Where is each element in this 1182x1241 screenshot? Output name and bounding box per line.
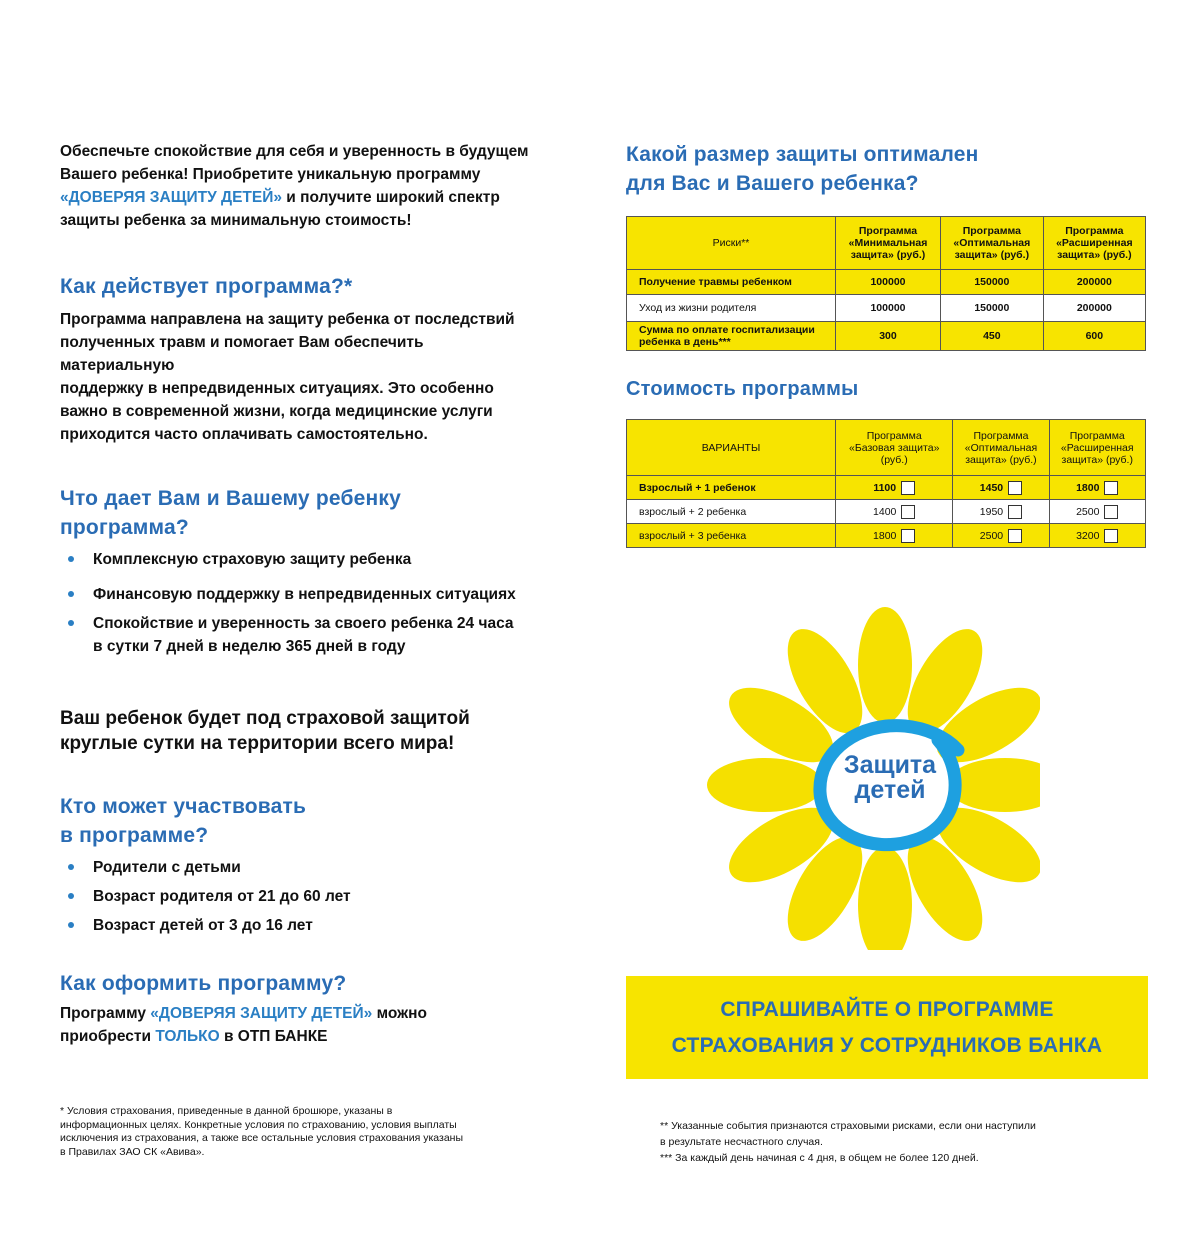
table-row: Получение травмы ребенком 100000 150000 200000 — [627, 270, 1146, 295]
footnote-left: * Условия страхования, приведенные в данной брошюре, указаны в информационных целях. Конкретные условия по страхованию, условия выплаты исключения из страхования, а также все остальные условия страхования указаны в Правилах ЗАО СК «Авива». — [60, 1105, 463, 1158]
petal — [707, 758, 823, 812]
checkbox[interactable] — [901, 505, 915, 519]
footnote-right: ** Указанные события признаются страховыми рисками, если они наступили в результате несчастного случая. *** За каждый день начиная с 4 дня, в общем не более 120 дней. — [660, 1120, 1036, 1164]
cost-heading: Стоимость программы — [626, 378, 859, 400]
list-item: Возраст детей от 3 до 16 лет — [60, 914, 540, 937]
coverage-heading: Какой размер защиты оптимален для Вас и Вашего ребенка? — [626, 143, 979, 195]
table-header-row: Риски** Программа «Минимальная защита» (руб.) Программа «Оптимальная защита» (руб.) Программа «Расширенная защита» (руб.) — [627, 217, 1146, 270]
how-to-text: Программу «ДОВЕРЯЯ ЗАЩИТУ ДЕТЕЙ» можно приобрести ТОЛЬКО в ОТП БАНКЕ — [60, 1005, 427, 1045]
checkbox[interactable] — [1008, 505, 1022, 519]
program-name: «ДОВЕРЯЯ ЗАЩИТУ ДЕТЕЙ» — [60, 189, 282, 206]
call-to-action-banner: СПРАШИВАЙТЕ О ПРОГРАММЕ СТРАХОВАНИЯ У СОТРУДНИКОВ БАНКА — [626, 976, 1148, 1079]
cost-table — [626, 419, 1146, 548]
table-header-row: ВАРИАНТЫ Программа «Базовая защита» (руб.) Программа «Оптимальная защита» (руб.) Программа «Расширенная защита» (руб.) — [627, 420, 1146, 476]
table-row: взрослый + 3 ребенка 1800 2500 3200 — [627, 524, 1146, 548]
petal — [858, 607, 912, 723]
list-item: Финансовую поддержку в непредвиденных ситуациях — [60, 583, 540, 606]
list-item: Родители с детьми — [60, 856, 540, 879]
coverage-table — [626, 216, 1146, 351]
checkbox[interactable] — [1008, 529, 1022, 543]
intro-paragraph: Обеспечьте спокойствие для себя и уверенность в будущем Вашего ребенка! Приобретите уникальную программу «ДОВЕРЯЯ ЗАЩИТУ ДЕТЕЙ» и получите широкий спектр защиты ребенка за минимальную стоимость! — [60, 143, 529, 229]
who-heading: Кто может участвовать в программе? — [60, 795, 307, 847]
right-column — [626, 140, 1148, 548]
table-row: Уход из жизни родителя 100000 150000 200000 — [627, 295, 1146, 322]
checkbox[interactable] — [1104, 529, 1118, 543]
how-to-heading: Как оформить программу? — [60, 972, 347, 995]
logo-line1: Защита — [843, 751, 937, 779]
logo-line2: детей — [854, 776, 926, 804]
who-list — [60, 856, 540, 937]
table-row: Сумма по оплате госпитализации ребенка в день*** 300 450 600 — [627, 322, 1146, 351]
how-it-works-text: Программа направлена на защиту ребенка от последствий полученных травм и помогает Вам обеспечить материальную поддержку в непредвиденных ситуациях. Это особенно важно в современной жизни, когда медицинские услуги приходится часто оплачивать самостоятельно. — [60, 311, 515, 443]
list-item: Возраст родителя от 21 до 60 лет — [60, 885, 540, 908]
worldwide-statement: Ваш ребенок будет под страховой защитой круглые сутки на территории всего мира! — [60, 708, 470, 754]
benefits-heading: Что дает Вам и Вашему ребенку программа? — [60, 487, 401, 539]
table-row: Взрослый + 1 ребенок 1100 1450 1800 — [627, 476, 1146, 500]
table-row: взрослый + 2 ребенка 1400 1950 2500 — [627, 500, 1146, 524]
checkbox[interactable] — [1104, 505, 1118, 519]
checkbox[interactable] — [901, 529, 915, 543]
list-item: Спокойствие и уверенность за своего ребенка 24 часа в сутки 7 дней в неделю 365 дней в году — [60, 612, 540, 658]
checkbox[interactable] — [901, 481, 915, 495]
checkbox[interactable] — [1104, 481, 1118, 495]
how-it-works-heading: Как действует программа?* — [60, 275, 353, 298]
list-item: Комплексную страховую защиту ребенка — [60, 548, 540, 571]
left-column — [60, 140, 540, 1048]
sun-flower-logo — [700, 600, 1040, 950]
benefits-list — [60, 548, 540, 658]
checkbox[interactable] — [1008, 481, 1022, 495]
petal — [858, 847, 912, 950]
